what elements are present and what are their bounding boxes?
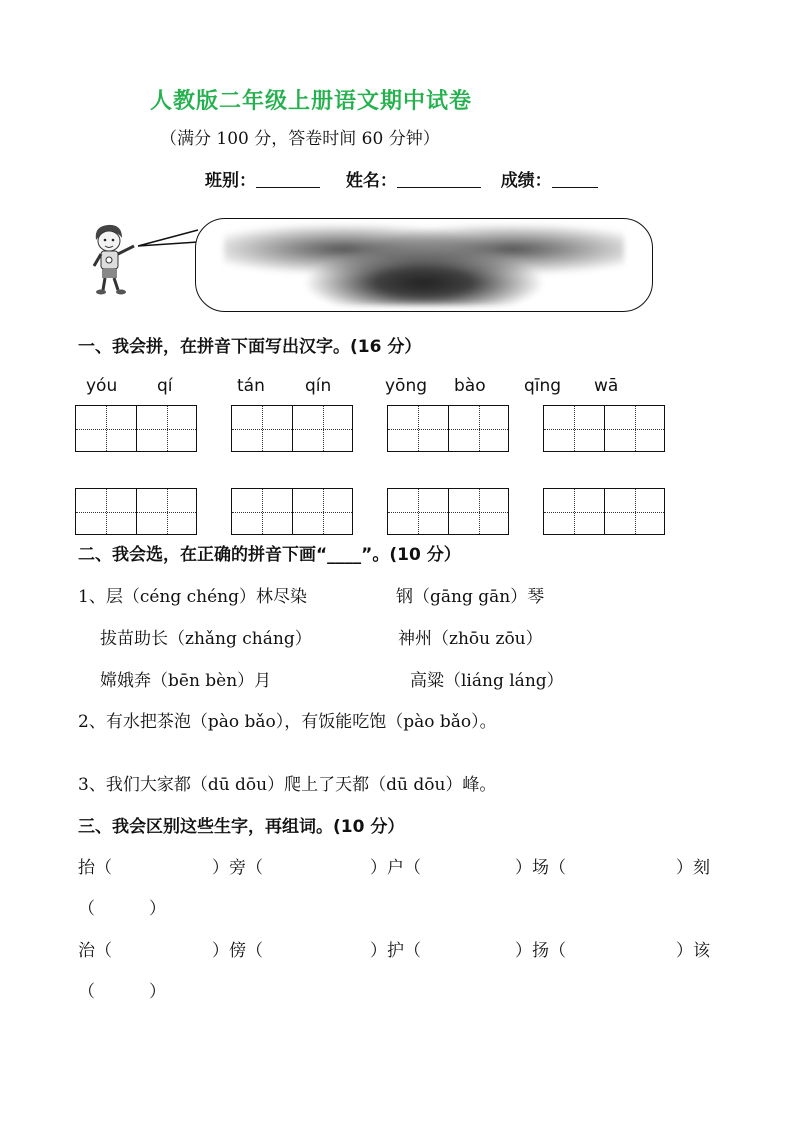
word-item: 抬（ [78, 858, 112, 878]
pinyin-5: yōng [385, 376, 428, 396]
word-item-continued: （ ） [78, 899, 167, 919]
word-item-continued: （ ） [78, 982, 167, 1002]
section3-heading: 三、我会区别这些生字，再组词。(10 分） [78, 817, 405, 837]
section1-heading: 一、我会拼，在拼音下面写出汉字。(16 分） [78, 337, 422, 357]
class-label: 班别： [205, 171, 256, 191]
score-label: 成绩： [500, 171, 552, 191]
q1-item-a: 1、层（céng chéng）林尽染 [78, 587, 307, 607]
word-item: ）旁（ [212, 858, 263, 878]
word-item: 治（ [78, 941, 112, 961]
student-info-row [205, 166, 598, 191]
word-item: ）傍（ [212, 941, 263, 961]
word-item: ）扬（ [515, 941, 566, 961]
page-subtitle: （满分 100 分，答卷时间 60 分钟） [160, 129, 440, 149]
q2-text: 2、有水把茶泡（pào bǎo），有饭能吃饱（pào bǎo）。 [78, 712, 497, 732]
writing-grid[interactable] [75, 488, 197, 535]
q1-item-c: 拔苗助长（zhǎng cháng） [100, 629, 312, 649]
writing-grid[interactable] [543, 405, 665, 452]
pinyin-4: qín [305, 376, 332, 396]
speech-bubble [195, 218, 653, 312]
name-label: 姓名： [345, 171, 397, 191]
q1-item-b: 钢（gāng gān）琴 [396, 587, 545, 607]
q1-item-d: 神州（zhōu zōu） [398, 629, 543, 649]
word-item: ）该 [676, 941, 710, 961]
pinyin-6: bào [454, 376, 486, 396]
writing-grid[interactable] [387, 405, 509, 452]
writing-grid[interactable] [543, 488, 665, 535]
pinyin-3: tán [237, 376, 265, 396]
boy-illustration [84, 222, 144, 296]
speech-tail [136, 228, 200, 254]
word-item: ）刻 [676, 858, 710, 878]
q1-item-e: 嫦娥奔（bēn bèn）月 [100, 671, 272, 691]
blurred-content [224, 225, 624, 305]
writing-grid[interactable] [231, 488, 353, 535]
score-field[interactable] [552, 172, 598, 188]
pinyin-1: yóu [86, 376, 118, 396]
name-field[interactable] [397, 172, 481, 188]
pinyin-8: wā [594, 376, 619, 396]
class-field[interactable] [256, 172, 320, 188]
writing-grid[interactable] [75, 405, 197, 452]
pinyin-2: qí [157, 376, 173, 396]
word-item: ）户（ [370, 858, 421, 878]
section2-heading: 二、我会选，在正确的拼音下画“____”。(10 分） [78, 545, 461, 565]
word-item: ）护（ [370, 941, 421, 961]
q3-text: 3、我们大家都（dū dōu）爬上了天都（dū dōu）峰。 [78, 775, 497, 795]
writing-grid[interactable] [231, 405, 353, 452]
q1-item-f: 高粱（liáng láng） [410, 671, 564, 691]
pinyin-7: qīng [524, 376, 562, 396]
writing-grid[interactable] [387, 488, 509, 535]
page-title: 人教版二年级上册语文期中试卷 [150, 89, 473, 114]
word-item: ）场（ [515, 858, 566, 878]
